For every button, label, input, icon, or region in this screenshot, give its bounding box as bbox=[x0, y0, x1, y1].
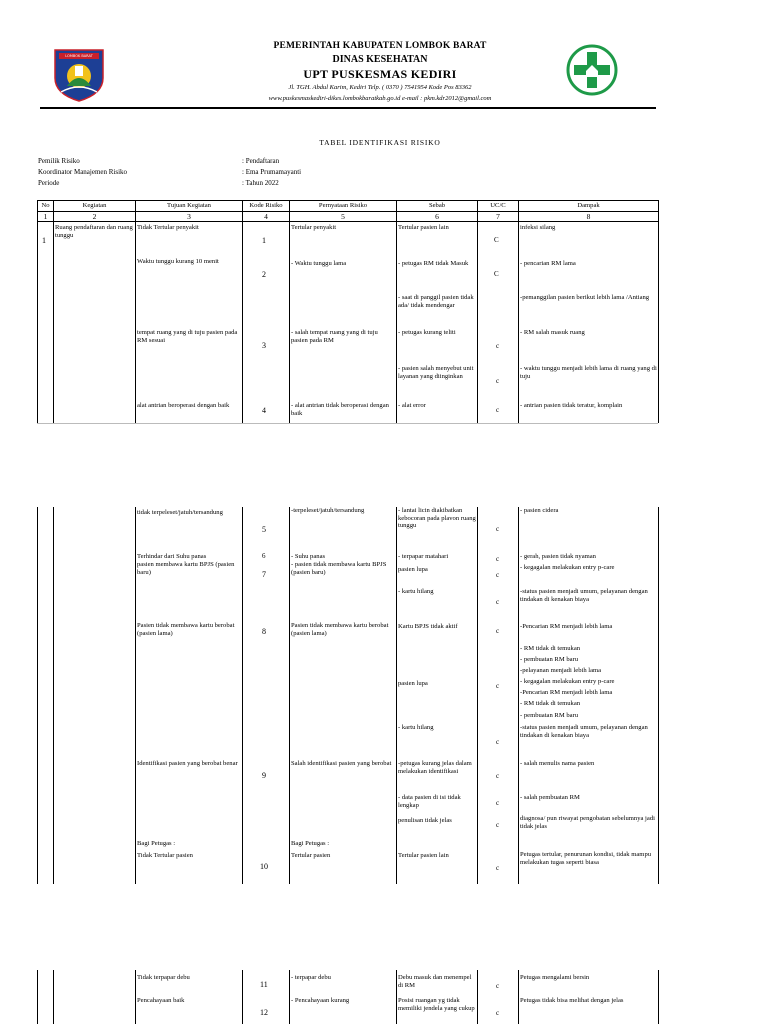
kode-risiko: 10 bbox=[260, 862, 268, 871]
dampak-cell: -Pencarian RM menjadi lebih lama bbox=[520, 689, 613, 696]
ucc-cell: c bbox=[496, 342, 500, 350]
tujuan-cell: Pencahayaan baik bbox=[137, 997, 185, 1004]
address: Jl. TGH. Abdul Karim, Kediri Telp. ( 0370 ) 7541954 Kode Pos 83362 bbox=[288, 84, 472, 91]
ucc-cell: c bbox=[496, 821, 500, 829]
kode-risiko: 3 bbox=[262, 341, 266, 350]
dampak-cell: Petugas tidak bisa melihat dengan jelas bbox=[520, 997, 624, 1004]
col-num-7: 7 bbox=[496, 212, 500, 221]
meta-coordinator-value: : Ema Prumamayanti bbox=[242, 168, 302, 176]
kode-risiko: 5 bbox=[262, 525, 266, 534]
pernyataan-cell: Salah identifikasi pasien yang berobat bbox=[291, 760, 392, 767]
dampak-cell: -pemanggilan pasien berikut lebih lama /Antiang bbox=[520, 294, 650, 301]
ucc-cell: c bbox=[496, 571, 500, 579]
kode-risiko: 1 bbox=[262, 236, 266, 245]
pernyataan-cell: - Waktu tunggu lama bbox=[291, 260, 347, 267]
kode-risiko: 12 bbox=[260, 1008, 268, 1017]
kode-risiko: 9 bbox=[262, 771, 266, 780]
sebab-cell: Debu masuk dan menempel di RM bbox=[398, 974, 472, 989]
col-head-pernyataan: Pernyataan Risiko bbox=[318, 202, 368, 209]
header-divider bbox=[40, 107, 656, 109]
sebab-cell: - petugas RM tidak Masuk bbox=[398, 260, 469, 267]
dampak-cell: Petugas mengalami bersin bbox=[520, 974, 590, 981]
tujuan-cell: alat antrian beroperasi dengan baik bbox=[137, 402, 230, 409]
tujuan-cell: Bagi Petugas : bbox=[137, 840, 176, 847]
meta-owner-label: Pemilik Risiko bbox=[38, 157, 80, 165]
tujuan-cell: Tidak Tertular pasien bbox=[137, 852, 193, 859]
dampak-cell: - pencarian RM lama bbox=[520, 260, 576, 267]
dampak-cell: -status pasien menjadi umum, pelayanan dengan tindakan di kenakan biaya bbox=[520, 588, 648, 603]
ucc-cell: C bbox=[494, 236, 499, 244]
sebab-cell: - alat error bbox=[398, 402, 426, 409]
kode-risiko: 4 bbox=[262, 406, 266, 415]
pernyataan-cell: Tertular pasien bbox=[291, 852, 331, 859]
col-head-sebab: Sebab bbox=[428, 202, 446, 209]
ucc-cell: c bbox=[496, 555, 500, 563]
pernyataan-cell: Bagi Petugas : bbox=[291, 840, 330, 847]
meta-period-label: Periode bbox=[38, 179, 60, 187]
ucc-cell: c bbox=[496, 406, 500, 414]
ucc-cell: C bbox=[494, 270, 499, 278]
pernyataan-cell: - alat antrian tidak beroperasi dengan baik bbox=[291, 402, 389, 417]
col-num-6: 6 bbox=[435, 212, 439, 221]
dampak-cell: -Pencarian RM menjadi lebih lama bbox=[520, 623, 613, 630]
ucc-cell: c bbox=[496, 982, 500, 990]
dampak-cell: - pembuatan RM baru bbox=[520, 712, 579, 719]
meta-period-value: : Tahun 2022 bbox=[242, 179, 279, 187]
kode-risiko: 8 bbox=[262, 627, 266, 636]
dampak-cell: Petugas tertular, penurunan kondisi, tidak mampu melakukan tugas seperti biasa bbox=[520, 851, 652, 866]
ucc-cell: c bbox=[496, 598, 500, 606]
dampak-cell: -status pasien menjadi umum, pelayanan dengan tindakan di kenakan biaya bbox=[520, 724, 648, 739]
left-logo bbox=[53, 48, 105, 102]
tujuan-cell: Pasien tidak membawa kartu berobat (pasien lama) bbox=[137, 622, 235, 637]
pernyataan-cell: - terpapar debu bbox=[291, 974, 331, 981]
dampak-cell: - pasien cidera bbox=[520, 507, 559, 514]
col-num-2: 2 bbox=[92, 212, 97, 221]
col-head-kode: Kode Risiko bbox=[249, 202, 283, 209]
dampak-cell: - kegagalan melakukan entry p-care bbox=[520, 564, 615, 571]
kegiatan-cell: Ruang pendaftaran dan ruang tunggu bbox=[55, 224, 133, 239]
ucc-cell: c bbox=[496, 377, 500, 385]
col-num-8: 8 bbox=[586, 212, 591, 221]
dampak-cell: - gerah, pasien tidak nyaman bbox=[520, 553, 596, 560]
tujuan-cell: pasien membawa kartu BPJS (pasien baru) bbox=[137, 561, 235, 576]
meta-owner-value: : Pendaftaran bbox=[242, 157, 280, 165]
dampak-cell: infeksi silang bbox=[520, 224, 556, 231]
sebab-cell: Posisi ruangan yg tidak memiliki jendela yang cukup bbox=[398, 997, 475, 1012]
pernyataan-cell: - Pencahayaan kurang bbox=[291, 997, 350, 1004]
dampak-cell: - salah pembuatan RM bbox=[520, 794, 580, 801]
kode-risiko: 7 bbox=[262, 570, 266, 579]
col-head-no: No bbox=[41, 202, 50, 209]
ucc-cell: c bbox=[496, 627, 500, 635]
row-no: 1 bbox=[42, 236, 46, 245]
sebab-cell: Kartu BPJS tidak aktif bbox=[398, 623, 458, 630]
puskesmas-logo bbox=[566, 44, 618, 96]
doc-title: TABEL IDENTIFIKASI RISIKO bbox=[319, 138, 441, 147]
sebab-cell: penulisan tidak jelas bbox=[398, 817, 452, 824]
pernyataan-cell: -terpeleset/jatuh/tersandung bbox=[291, 507, 365, 514]
dampak-cell: - RM tidak di temukan bbox=[520, 700, 581, 707]
dampak-cell: - RM salah masuk ruang bbox=[520, 329, 585, 336]
dampak-cell: - waktu tunggu menjadi lebih lama di ruang yang di tuju bbox=[520, 365, 657, 380]
sebab-cell: - saat di panggil pasien tidak ada/ tidak mendengar bbox=[398, 294, 474, 309]
sebab-cell: pasien lupa bbox=[398, 566, 428, 573]
dampak-cell: - antrian pasien tidak teratur, komplain bbox=[520, 402, 623, 409]
col-head-dampak: Dampak bbox=[577, 202, 600, 209]
col-head-ucc: UC/C bbox=[490, 202, 506, 209]
sebab-cell: Tertular pasien lain bbox=[398, 852, 449, 859]
tujuan-cell: Waktu tunggu kurang 10 menit bbox=[137, 258, 219, 265]
pernyataan-cell: Tertular penyakit bbox=[291, 224, 337, 231]
left-logo-label: LOMBOK BARAT bbox=[65, 54, 93, 58]
dampak-cell: - RM tidak di temukan bbox=[520, 645, 581, 652]
ucc-cell: c bbox=[496, 525, 500, 533]
ucc-cell: c bbox=[496, 799, 500, 807]
ucc-cell: c bbox=[496, 738, 500, 746]
unit-name: UPT PUSKESMAS KEDIRI bbox=[303, 67, 457, 81]
tujuan-cell: Terhindar dari Suhu panas bbox=[137, 553, 207, 560]
kode-risiko: 6 bbox=[262, 552, 266, 560]
col-head-kegiatan: Kegiatan bbox=[82, 202, 107, 209]
sebab-cell: -petugas kurang jelas dalam melakukan identifikasi bbox=[398, 760, 472, 775]
tujuan-cell: tidak terpeleset/jatuh/tersandung bbox=[137, 509, 223, 516]
ucc-cell: c bbox=[496, 1009, 500, 1017]
ucc-cell: c bbox=[496, 864, 500, 872]
dampak-cell: -pelayanan menjadi lebih lama bbox=[520, 667, 602, 674]
dept-name: DINAS KESEHATAN bbox=[332, 54, 428, 65]
sebab-cell: - kartu hilang bbox=[398, 724, 434, 731]
col-num-4: 4 bbox=[264, 212, 268, 221]
ucc-cell: c bbox=[496, 772, 500, 780]
dampak-cell: - salah menulis nama pasien bbox=[520, 760, 595, 767]
col-num-3: 3 bbox=[187, 212, 191, 221]
col-num-5: 5 bbox=[341, 212, 345, 221]
tujuan-cell: tempat ruang yang di tuju pasien pada RM sesuai bbox=[137, 329, 238, 344]
sebab-cell: - petugas kurang teliti bbox=[398, 329, 456, 336]
tujuan-cell: Tidak Tertular penyakit bbox=[137, 224, 199, 231]
kode-risiko: 2 bbox=[262, 270, 266, 279]
web-email: www.puskesmaskediri-dikes.lombokbaratkab.go.id e-mail : pkm.kdr2012@gmail.com bbox=[268, 95, 492, 102]
pernyataan-cell: - Suhu panas bbox=[291, 553, 326, 560]
meta-coordinator-label: Koordinator Manajemen Risiko bbox=[38, 168, 128, 176]
pernyataan-cell: Pasien tidak membawa kartu berobat (pasien lama) bbox=[291, 622, 389, 637]
sebab-cell: Tertular pasien lain bbox=[398, 224, 449, 231]
gov-name: PEMERINTAH KABUPATEN LOMBOK BARAT bbox=[273, 41, 487, 51]
kode-risiko: 11 bbox=[260, 980, 268, 989]
col-head-tujuan: Tujuan Kegiatan bbox=[167, 202, 211, 209]
tujuan-cell: Identifikasi pasien yang berobat benar bbox=[137, 760, 238, 767]
sebab-cell: - pasien salah menyebut unit layanan yang diinginkan bbox=[398, 365, 474, 380]
sebab-cell: - terpapar matahari bbox=[398, 553, 449, 560]
sebab-cell: pasien lupa bbox=[398, 680, 428, 687]
dampak-cell: diagnosa/ pun riwayat pengobatan sebelumnya jadi tidak jelas bbox=[520, 815, 655, 830]
pernyataan-cell: - pasien tidak membawa kartu BPJS (pasien baru) bbox=[291, 561, 387, 576]
col-num-1: 1 bbox=[43, 212, 48, 221]
tujuan-cell: Tidak terpapar debu bbox=[137, 974, 190, 981]
dampak-cell: - pembuatan RM baru bbox=[520, 656, 579, 663]
pernyataan-cell: - salah tempat ruang yang di tuju pasien pada RM bbox=[291, 329, 378, 344]
sebab-cell: - kartu hilang bbox=[398, 588, 434, 595]
ucc-cell: c bbox=[496, 682, 500, 690]
sebab-cell: - data pasien di isi tidak lengkap bbox=[398, 794, 461, 809]
sebab-cell: - lantai licin diakibatkan kebocoran pada plavon ruang tunggu bbox=[398, 507, 476, 530]
dampak-cell: - kegagalan melakukan entry p-care bbox=[520, 678, 615, 685]
